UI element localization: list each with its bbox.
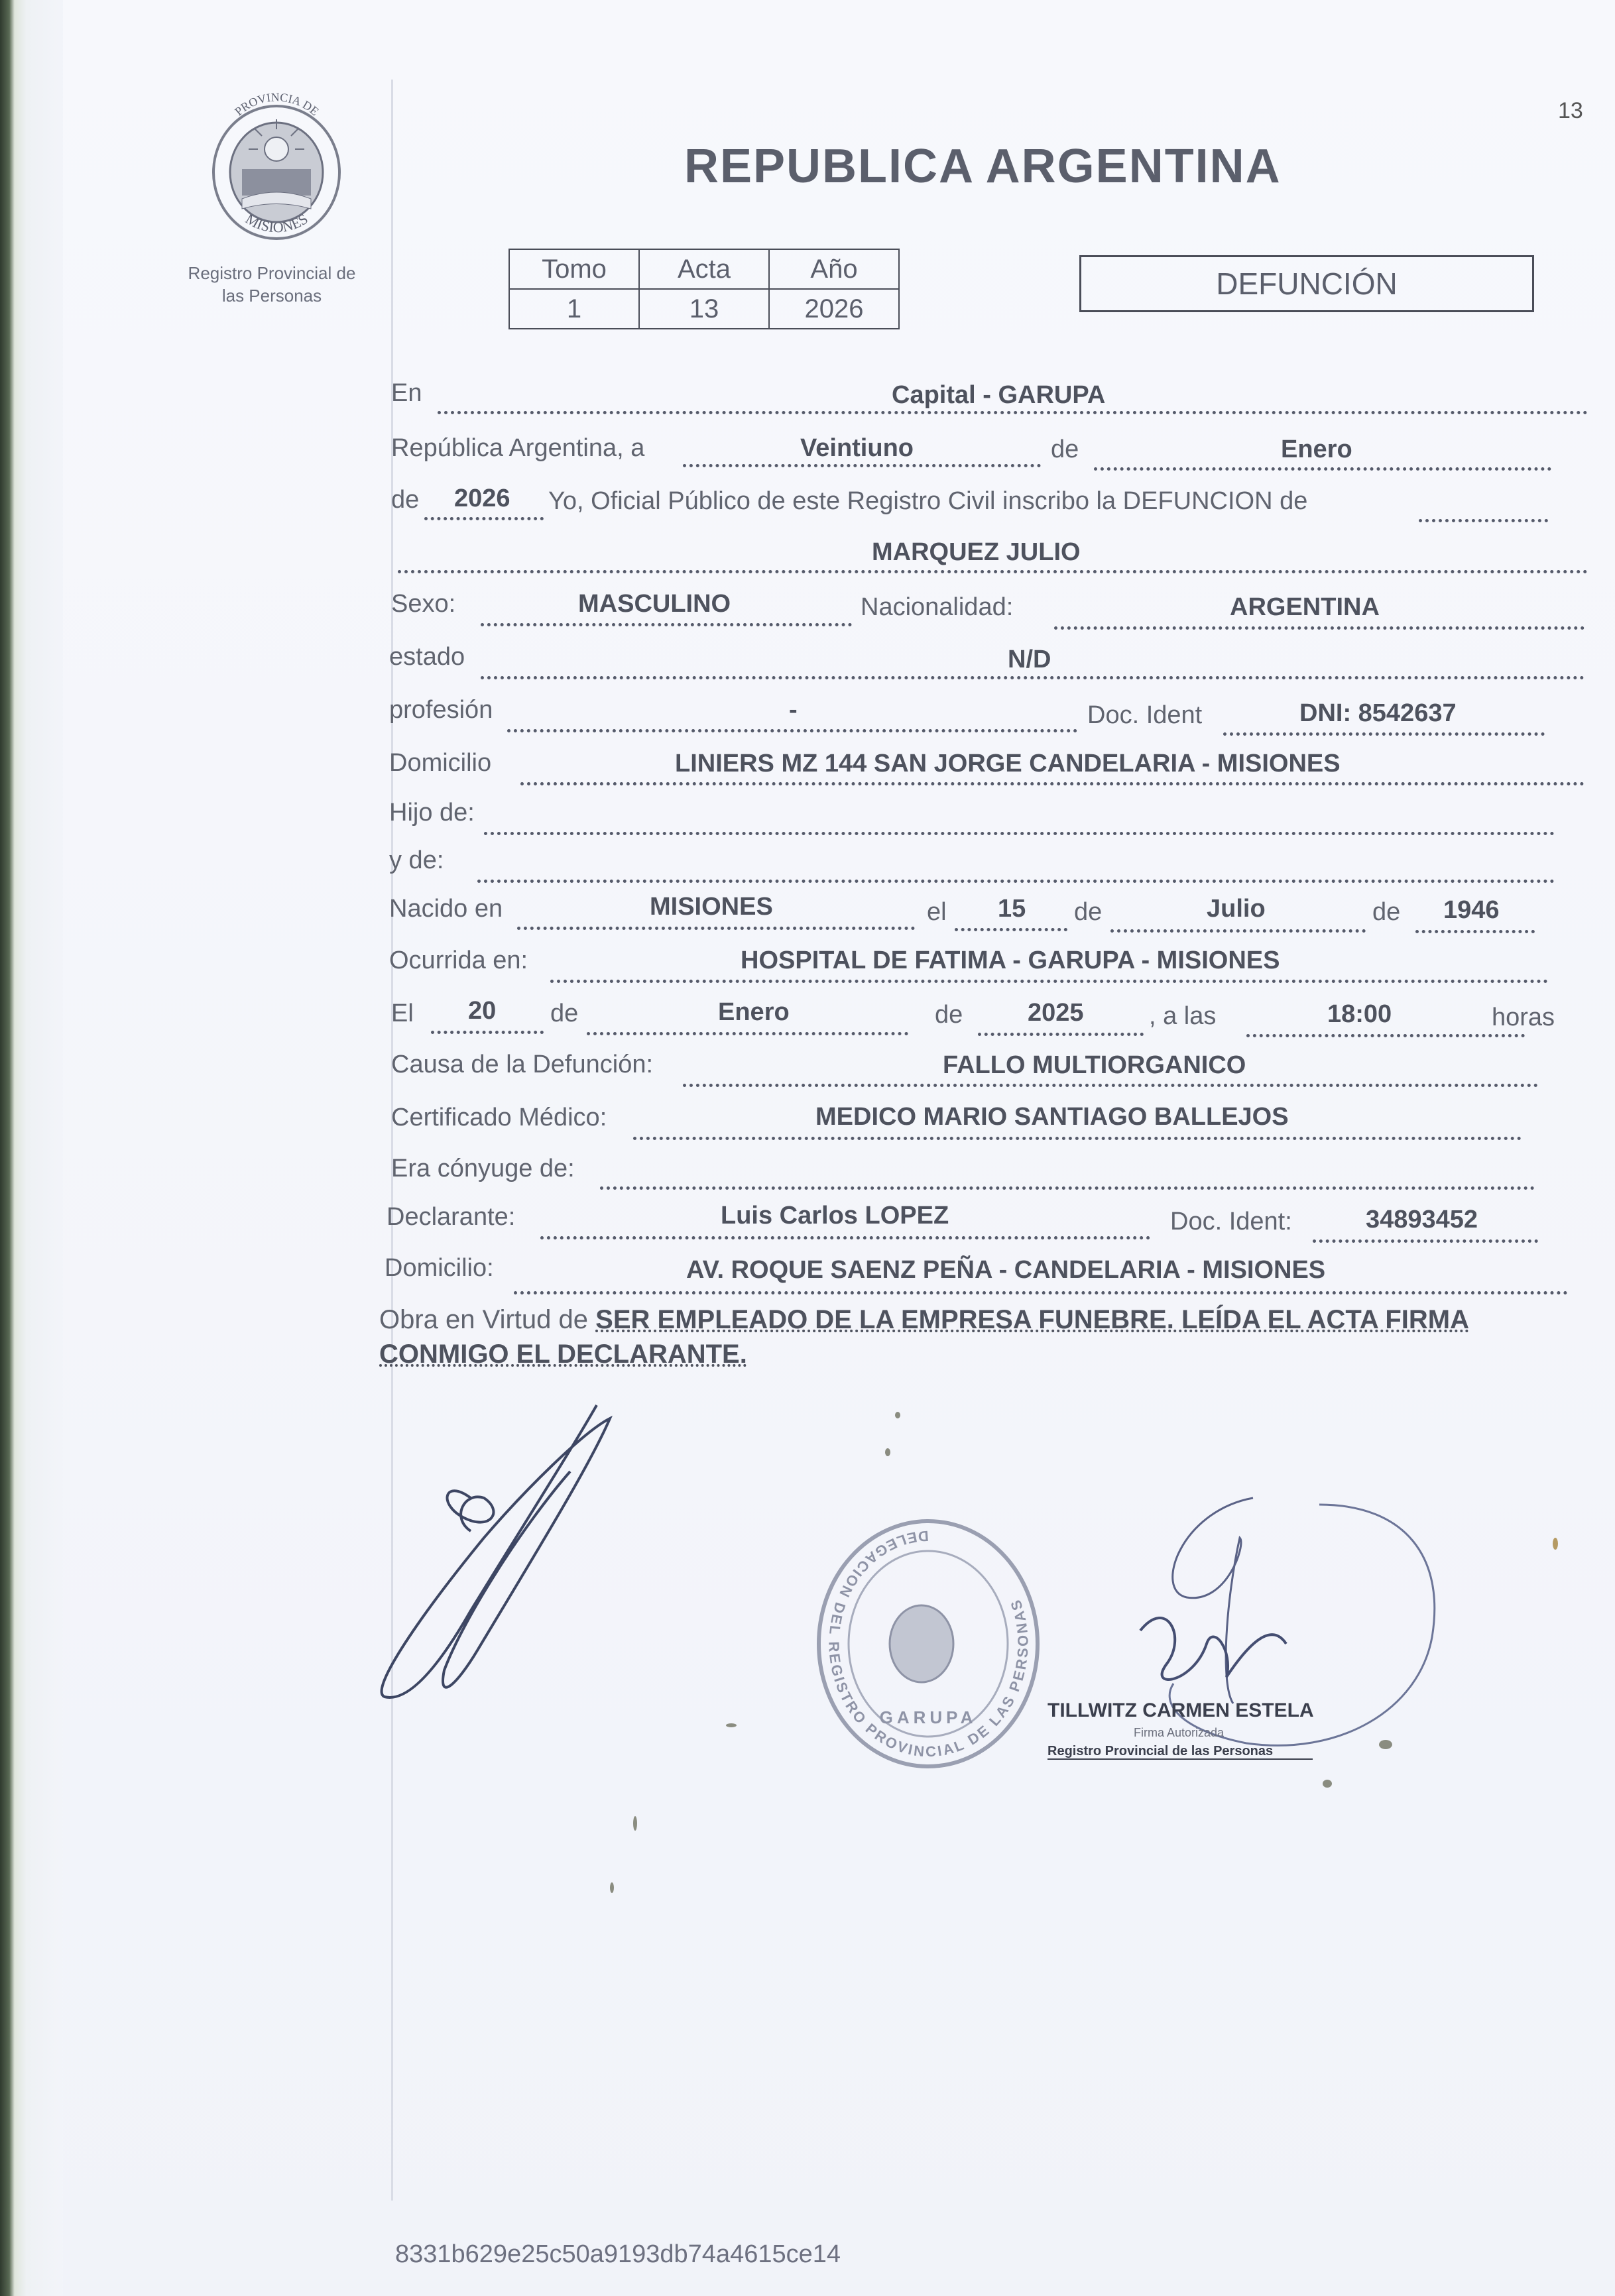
registro-line2: las Personas	[221, 286, 322, 306]
label-declarante: Declarante:	[387, 1203, 516, 1231]
line-conyuge	[600, 1186, 1535, 1190]
scan-speck	[895, 1412, 900, 1418]
line-domicilio	[520, 782, 1585, 785]
official-name: TILLWITZ CARMEN ESTELA	[1047, 1699, 1314, 1721]
scan-speck	[610, 1882, 614, 1893]
field-anio-inscripcion: 2026	[454, 485, 510, 512]
scan-speck	[726, 1723, 737, 1727]
line-y-de	[477, 880, 1555, 883]
label-profesion: profesión	[389, 696, 493, 724]
line-mes	[1094, 467, 1551, 471]
scan-speck	[633, 1816, 637, 1831]
line-profesion	[507, 729, 1077, 732]
field-obra: SER EMPLEADO DE LA EMPRESA FUNEBRE. LEÍDA EL ACTA FIRMA CONMIGO EL DECLARANTE.	[379, 1305, 1469, 1369]
line-def-dia	[431, 1031, 544, 1034]
field-domicilio: LINIERS MZ 144 SAN JORGE CANDELARIA - MISIONES	[675, 750, 1341, 777]
official-stamp	[802, 1505, 1054, 1790]
scan-edge	[0, 0, 66, 2296]
misiones-crest-icon	[202, 93, 351, 249]
line-estado	[481, 676, 1585, 679]
obra-en-virtud	[379, 1302, 1573, 1371]
line-anio	[424, 517, 544, 520]
field-causa: FALLO MULTIORGANICO	[943, 1051, 1246, 1079]
line-sexo	[481, 623, 852, 626]
line-ocurrida-en	[550, 980, 1548, 983]
line-nac-mes	[1110, 929, 1366, 933]
field-mes-inscripcion: Enero	[1281, 435, 1352, 463]
label-doc-ident: Doc. Ident	[1087, 701, 1203, 729]
document-title: REPUBLICA ARGENTINA	[684, 140, 1282, 193]
field-certificado: MEDICO MARIO SANTIAGO BALLEJOS	[815, 1103, 1289, 1131]
field-declarante-domicilio: AV. ROQUE SAENZ PEÑA - CANDELARIA - MISIONES	[686, 1256, 1326, 1284]
label-de-def-mes: de	[550, 1000, 579, 1027]
record-table	[508, 249, 900, 329]
label-en: En	[391, 379, 422, 407]
label-el: el	[927, 898, 947, 926]
record-type-box: DEFUNCIÓN	[1079, 255, 1534, 312]
field-ocurrida-en: HOSPITAL DE FATIMA - GARUPA - MISIONES	[741, 947, 1280, 974]
line-dni	[1223, 732, 1545, 736]
line-nombre	[398, 570, 1588, 573]
label-de-def-anio: de	[935, 1001, 963, 1029]
tomo-value: 1	[509, 289, 639, 329]
field-profesion: -	[789, 696, 798, 724]
line-def-hora	[1246, 1034, 1525, 1037]
line-certificado	[633, 1137, 1522, 1140]
label-ocurrida-en: Ocurrida en:	[389, 947, 528, 974]
label-a-las: , a las	[1149, 1002, 1217, 1030]
line-defuncion-de	[1419, 519, 1548, 522]
field-sexo: MASCULINO	[578, 590, 731, 618]
document-hash: 8331b629e25c50a9193db74a4615ce14	[395, 2240, 841, 2268]
field-declarante-doc: 34893452	[1366, 1206, 1478, 1234]
anio-header: Año	[769, 249, 899, 289]
field-lugar: Capital - GARUPA	[892, 381, 1106, 409]
field-def-anio: 2025	[1028, 999, 1084, 1027]
stamp-ring-text: DELEGACION DEL REGISTRO PROVINCIAL DE LAS PERSONAS	[825, 1527, 1032, 1760]
label-yo-oficial: Yo, Oficial Público de este Registro Civil inscribo la DEFUNCION de	[548, 487, 1308, 515]
field-def-dia: 20	[468, 997, 497, 1025]
label-estado: estado	[389, 643, 465, 671]
official-org: Registro Provincial de las Personas	[1047, 1744, 1274, 1758]
field-dni: DNI: 8542637	[1299, 699, 1457, 727]
label-de-nac-mes: de	[1074, 898, 1103, 926]
label-conyuge: Era cónyuge de:	[391, 1155, 575, 1182]
line-lugar	[438, 411, 1588, 414]
scan-speck	[1379, 1740, 1392, 1749]
crest-top-text: PROVINCIA DE	[232, 93, 322, 119]
label-certificado: Certificado Médico:	[391, 1104, 607, 1131]
official-role: Firma Autorizada	[1134, 1726, 1225, 1739]
stamp-center-text: GARUPA	[879, 1707, 977, 1727]
registro-line1: Registro Provincial de	[188, 263, 356, 283]
label-hijo-de: Hijo de:	[389, 799, 475, 827]
field-nac-anio: 1946	[1443, 896, 1500, 924]
acta-header: Acta	[639, 249, 769, 289]
line-nacido-en	[517, 927, 915, 930]
label-de-nac-anio: de	[1372, 898, 1401, 926]
line-dia	[683, 464, 1041, 467]
scan-speck	[1323, 1780, 1332, 1788]
declarant-signature	[371, 1392, 650, 1710]
label-el-def: El	[391, 1000, 414, 1027]
field-dia-inscripcion: Veintiuno	[800, 434, 914, 462]
label-de-mes: de	[1051, 435, 1079, 463]
official-signature	[1034, 1465, 1459, 1829]
line-declarante-doc	[1313, 1239, 1538, 1243]
field-nacido-en: MISIONES	[650, 893, 773, 921]
registro-caption	[162, 262, 381, 307]
field-declarante: Luis Carlos LOPEZ	[721, 1202, 949, 1230]
acta-value: 13	[639, 289, 769, 329]
label-republica: República Argentina, a	[391, 434, 645, 462]
field-nacionalidad: ARGENTINA	[1230, 593, 1380, 621]
field-nac-dia: 15	[998, 895, 1026, 923]
line-def-mes	[587, 1032, 908, 1035]
label-y-de: y de:	[389, 846, 444, 874]
label-domicilio2: Domicilio:	[385, 1254, 494, 1282]
line-domicilio2	[514, 1291, 1568, 1294]
crest-bottom-text: MISIONES	[243, 210, 311, 236]
line-def-anio	[978, 1033, 1144, 1036]
scan-speck	[885, 1448, 890, 1456]
line-nac-anio	[1415, 930, 1535, 933]
field-nac-mes: Julio	[1207, 895, 1266, 923]
line-nacionalidad	[1054, 626, 1585, 630]
scan-speck	[1553, 1538, 1558, 1550]
field-def-mes: Enero	[718, 998, 790, 1026]
tomo-header: Tomo	[509, 249, 639, 289]
label-de-anio: de	[391, 486, 420, 514]
label-nacido-en: Nacido en	[389, 895, 503, 923]
field-def-hora: 18:00	[1327, 1000, 1392, 1028]
line-declarante	[540, 1236, 1150, 1239]
line-causa	[683, 1084, 1538, 1087]
page-number: 13	[1558, 98, 1583, 123]
line-nac-dia	[955, 928, 1067, 931]
field-estado: N/D	[1008, 646, 1051, 673]
label-sexo: Sexo:	[391, 590, 456, 618]
label-doc-ident2: Doc. Ident:	[1170, 1208, 1292, 1235]
line-hijo-de	[484, 832, 1555, 835]
label-horas: horas	[1492, 1004, 1555, 1031]
paper	[63, 0, 1615, 2296]
label-obra: Obra en Virtud de	[379, 1305, 589, 1334]
label-domicilio: Domicilio	[389, 749, 492, 777]
label-nacionalidad: Nacionalidad:	[861, 593, 1014, 621]
anio-value: 2026	[769, 289, 899, 329]
label-causa: Causa de la Defunción:	[391, 1051, 654, 1078]
field-nombre: MARQUEZ JULIO	[872, 538, 1081, 566]
